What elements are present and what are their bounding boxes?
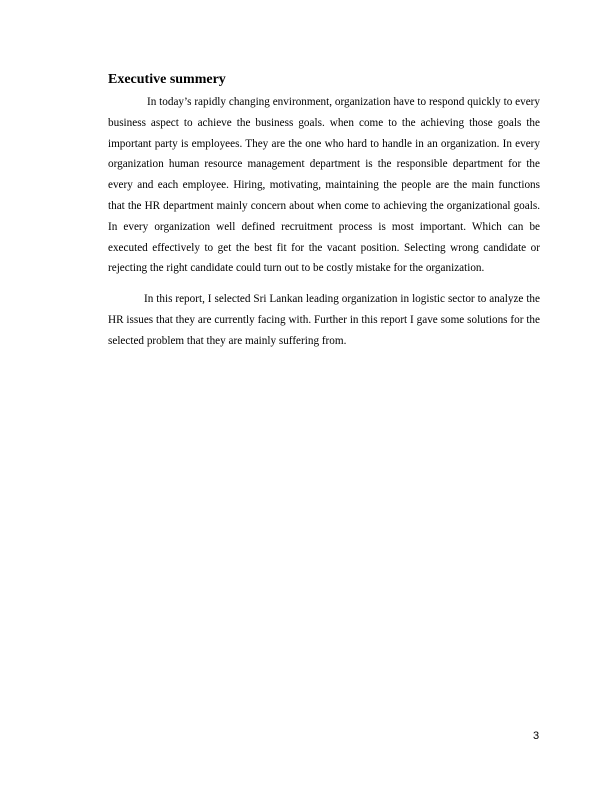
page-number: 3 (533, 730, 540, 742)
paragraph-2: In this report, I selected Sri Lankan leading organization in logistic sector to analyze the HR issues that they are currently facing with. Further in this report I gave some solutions for the selected problem that they are mainly suffering from. (108, 293, 540, 347)
section-heading: Executive summery (108, 72, 226, 87)
page-content (108, 70, 540, 352)
paragraph-1: In today’s rapidly changing environment, organization have to respond quickly to every business aspect to achieve the business goals. when come to the achieving those goals the important party is employees. They are the one who hard to handle in an organization. In every organization human resource management department is the responsible department for the every and each employee. Hiring, motivating, maintaining the people are the main functions that the HR department mainly concern about when come to achieving the organizational goals. In every organization well defined recruitment process is most important. Which can be executed effectively to get the best fit for the vacant position. Selecting wrong candidate or rejecting the right candidate could turn out to be costly mistake for the organization. (108, 96, 540, 275)
